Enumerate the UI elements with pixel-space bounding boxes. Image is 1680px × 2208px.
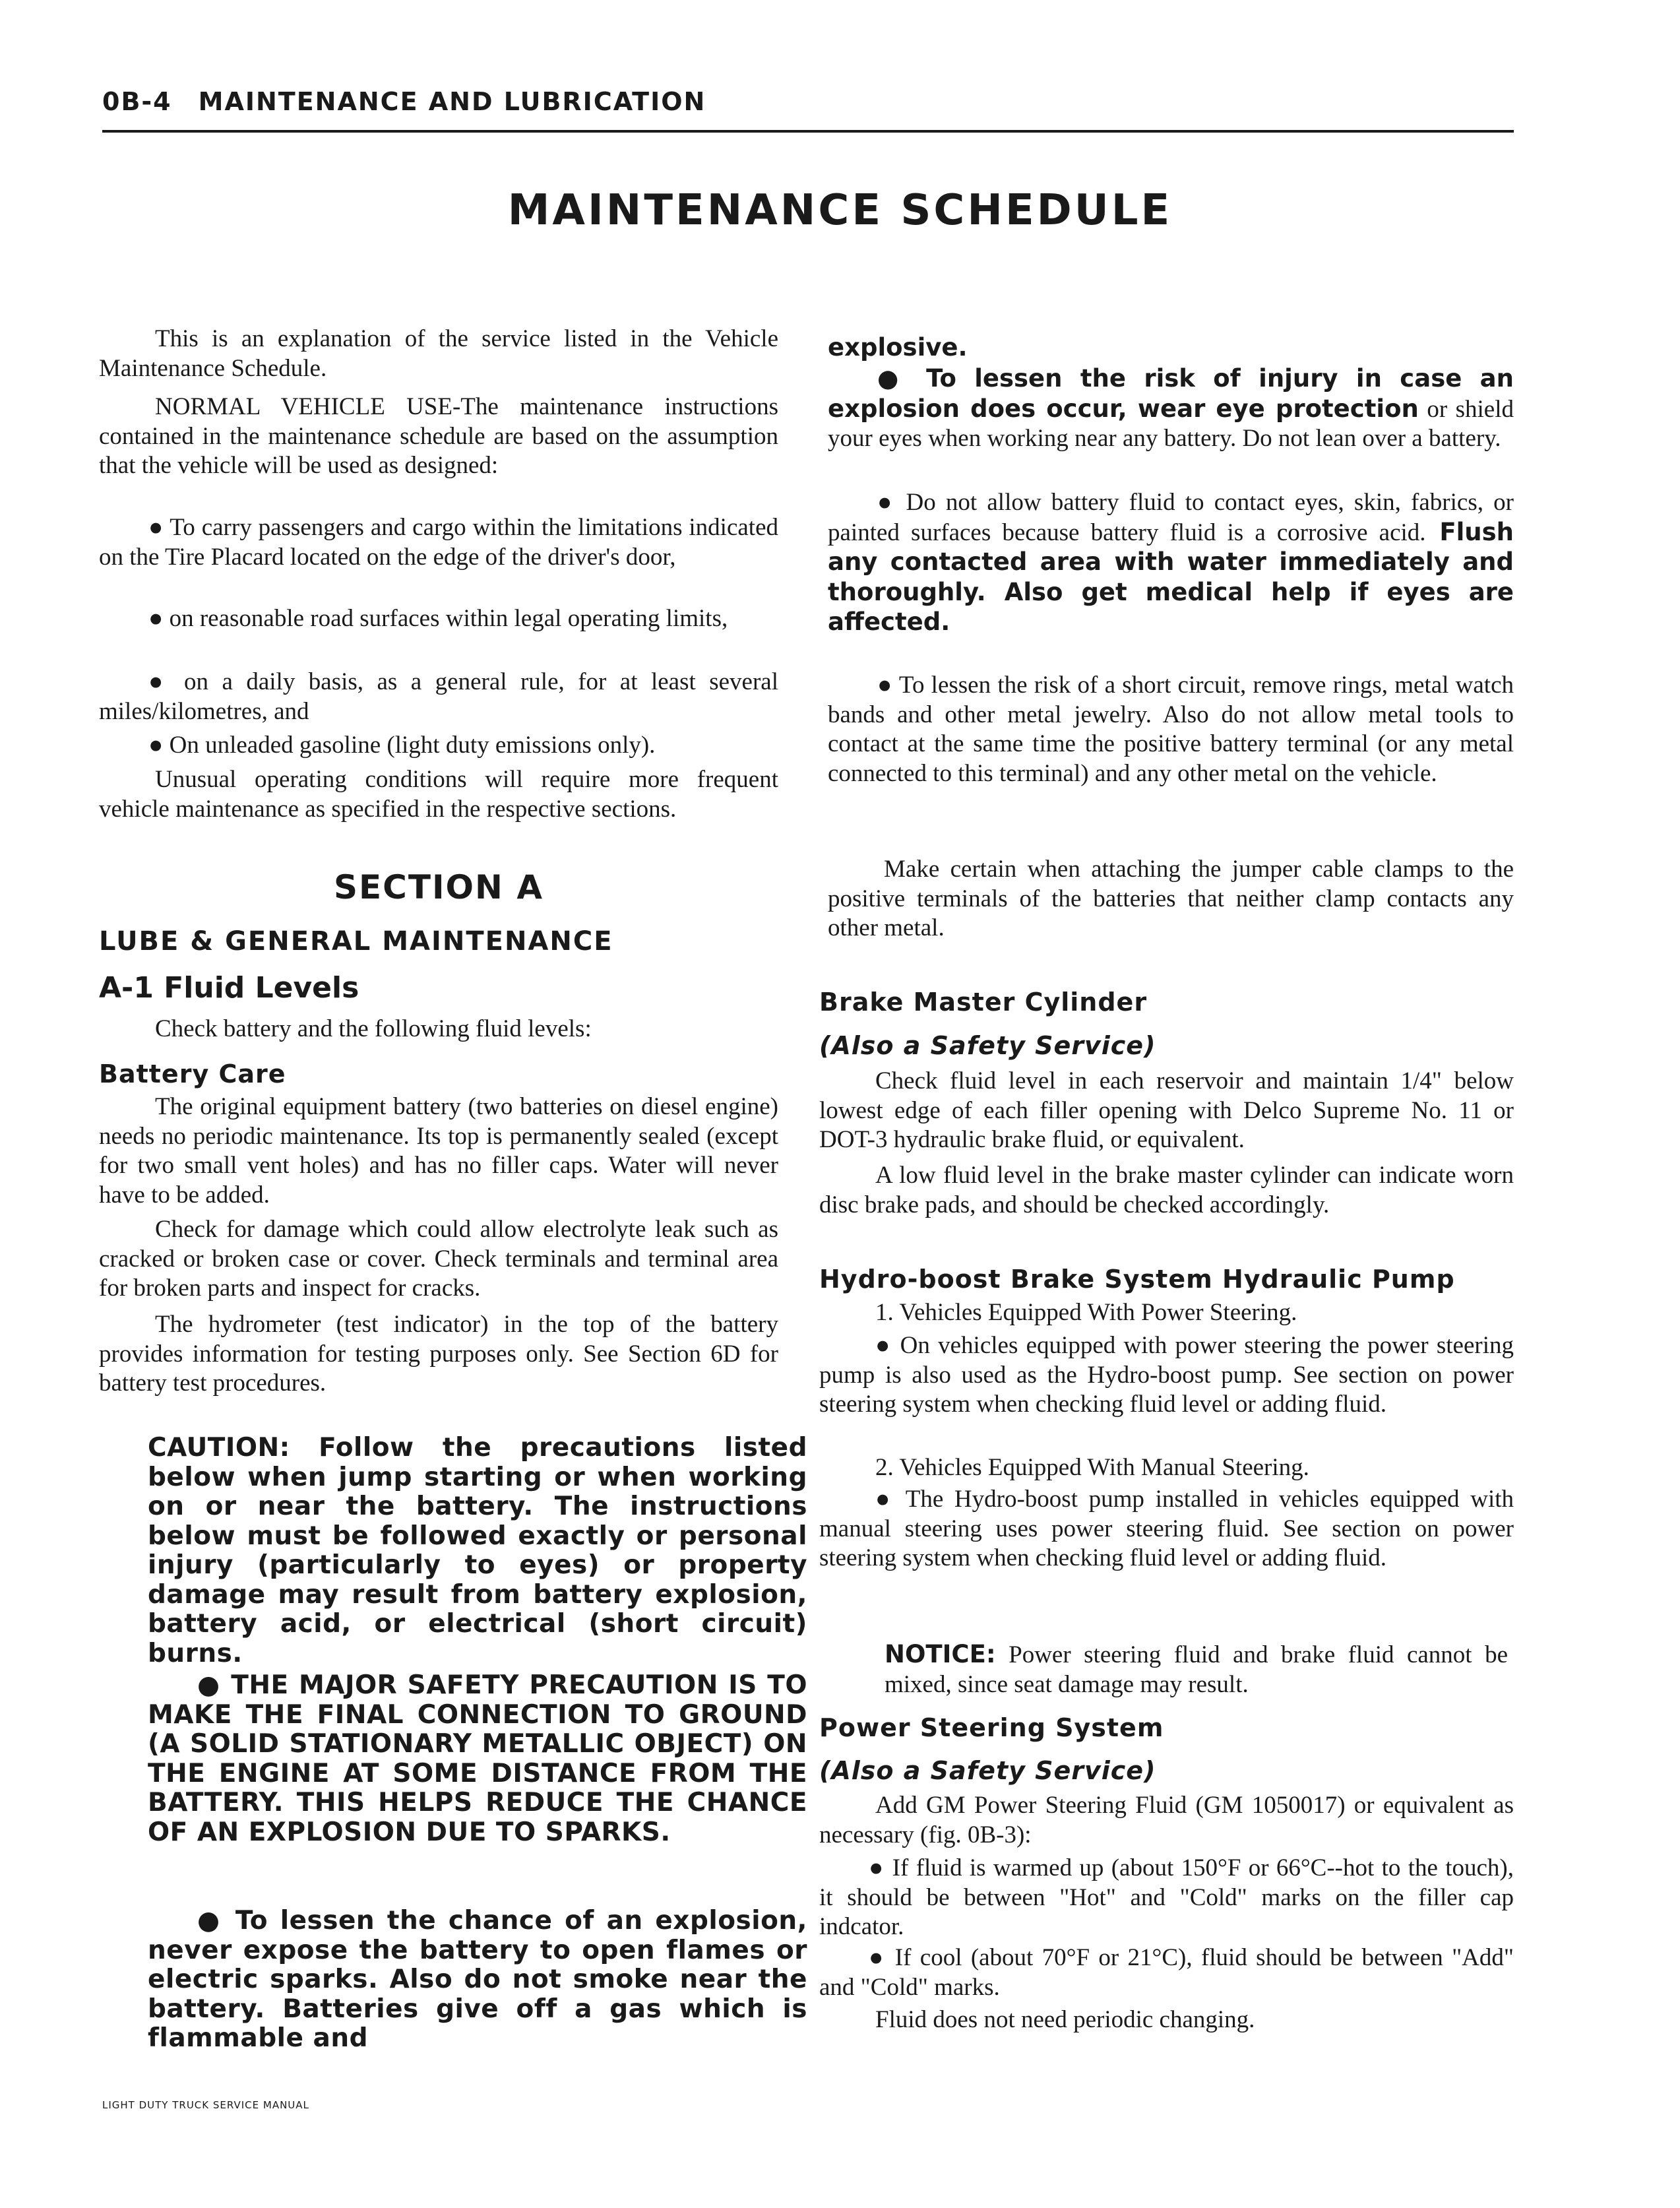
header-rule: [102, 130, 1514, 133]
usage-bullet-4: ● On unleaded gasoline (light duty emissions only).: [148, 732, 656, 759]
eye-protection-bold: ● To lessen the risk of injury in case an explosion does occur, wear eye protection: [828, 364, 1514, 423]
jumper-cable-paragraph: Make certain when attaching the jumper cable clamps to the positive terminals of the batteries that neither clamp contacts any other metal.: [828, 856, 1514, 941]
short-circuit-bullet: ● To lessen the risk of a short circuit, remove rings, metal watch bands and other metal jewelry. Also do not allow metal tools to contact at the same time the positive battery terminal (or any metal connected to this terminal) and any other metal on the vehicle.: [828, 672, 1514, 787]
hydro-boost-item-1-text: ● On vehicles equipped with power steering the power steering pump is also used as the Hydro-boost pump. See section on power steering system when checking fluid level or adding fluid.: [819, 1332, 1514, 1418]
intro-paragraph: This is an explanation of the service listed in the Vehicle Maintenance Schedule.: [99, 325, 778, 382]
hydro-boost-heading: Hydro-boost Brake System Hydraulic Pump: [819, 1265, 1455, 1294]
notice-label: NOTICE:: [885, 1640, 996, 1668]
usage-bullet-1: ● To carry passengers and cargo within the limitations indicated on the Tire Placard located on the edge of the driver's door,: [99, 514, 778, 571]
header-section-title: MAINTENANCE AND LUBRICATION: [198, 87, 706, 116]
page-footer: LIGHT DUTY TRUCK SERVICE MANUAL: [102, 2099, 309, 2111]
battery-care-paragraph-1: The original equipment battery (two batteries on diesel engine) needs no periodic maintenance. Its top is permanently sealed (except for two small vent holes) and has no filler caps. Water will never have to be added.: [99, 1093, 778, 1209]
usage-bullet-2: ● on reasonable road surfaces within legal operating limits,: [148, 605, 728, 632]
power-steering-safety-service: (Also a Safety Service): [819, 1756, 1156, 1785]
eye-protection-text: or shield your eyes when working near any battery. Do not lean over a battery.: [828, 395, 1514, 452]
power-steering-hot-bullet: ● If fluid is warmed up (about 150°F or 66°C--hot to the touch), it should be between "Hot" and "Cold" marks on the filler cap indcator.: [819, 1854, 1514, 1940]
power-steering-heading: Power Steering System: [819, 1713, 1164, 1742]
page-number: 0B-4: [102, 87, 172, 116]
caution-open-flames: ● To lessen the chance of an explosion, never expose the battery to open flames or electric sparks. Also do not smoke near the battery. Batteries give off a gas which is flammable and: [148, 1906, 807, 2053]
power-steering-paragraph-1: Add GM Power Steering Fluid (GM 1050017) or equivalent as necessary (fig. 0B-3):: [819, 1792, 1514, 1848]
section-a-heading: SECTION A: [333, 868, 544, 906]
usage-bullet-3: ● on a daily basis, as a general rule, for at least several miles/kilometres, and: [99, 668, 778, 725]
notice-text: Power steering fluid and brake fluid cannot be mixed, since seat damage may result.: [885, 1641, 1508, 1698]
hydro-boost-item-2: 2. Vehicles Equipped With Manual Steering.: [875, 1454, 1309, 1481]
battery-fluid-bullet: [828, 488, 1514, 638]
unusual-conditions-paragraph: Unusual operating conditions will require more frequent vehicle maintenance as specified in the respective sections.: [99, 766, 778, 823]
running-header: [102, 87, 706, 116]
caution-paragraph: CAUTION: Follow the precautions listed below when jump starting or when working on or near the battery. The instructions below must be followed exactly or personal injury (particularly to eyes) or property damage may result from battery explosion, battery acid, or electrical (short circuit) burns.: [148, 1433, 807, 1668]
brake-master-cylinder-heading: Brake Master Cylinder: [819, 988, 1148, 1017]
hydro-boost-item-2-text: ● The Hydro-boost pump installed in vehicles equipped with manual steering uses power steering fluid. See section on power steering system when checking fluid level or adding fluid.: [819, 1486, 1514, 1571]
fluid-levels-heading: A-1 Fluid Levels: [99, 971, 359, 1005]
eye-protection-bullet: [828, 364, 1514, 454]
hydro-boost-item-1: 1. Vehicles Equipped With Power Steering.: [875, 1299, 1297, 1326]
power-steering-paragraph-2: Fluid does not need periodic changing.: [875, 2006, 1255, 2033]
power-steering-cool-bullet: ● If cool (about 70°F or 21°C), fluid should be between "Add" and "Cold" marks.: [819, 1944, 1514, 2001]
fluid-levels-intro: Check battery and the following fluid levels:: [155, 1015, 592, 1042]
page-title: MAINTENANCE SCHEDULE: [507, 186, 1173, 235]
brake-safety-service: (Also a Safety Service): [819, 1031, 1156, 1060]
battery-care-heading: Battery Care: [99, 1059, 286, 1088]
battery-fluid-text: ● Do not allow battery fluid to contact eyes, skin, fabrics, or painted surfaces because battery fluid is a corrosive acid.: [828, 489, 1514, 546]
caution-continued-explosive: explosive.: [828, 333, 968, 362]
battery-fluid-bold: Flush any contacted area with water immediately and thoroughly. Also get medical help if eyes are affected.: [828, 517, 1514, 636]
brake-fluid-paragraph-2: A low fluid level in the brake master cylinder can indicate worn disc brake pads, and should be checked accordingly.: [819, 1162, 1514, 1218]
normal-use-paragraph: NORMAL VEHICLE USE-The maintenance instructions contained in the maintenance schedule are based on the assumption that the vehicle will be used as designed:: [99, 393, 778, 479]
battery-care-paragraph-3: The hydrometer (test indicator) in the top of the battery provides information for testing purposes only. See Section 6D for battery test procedures.: [99, 1311, 778, 1397]
battery-care-paragraph-2: Check for damage which could allow electrolyte leak such as cracked or broken case or cover. Check terminals and terminal area for broken parts and inspect for cracks.: [99, 1216, 778, 1302]
brake-fluid-paragraph-1: Check fluid level in each reservoir and maintain 1/4" below lowest edge of each filler opening with Delco Supreme No. 11 or DOT-3 hydraulic brake fluid, or equivalent.: [819, 1067, 1514, 1153]
caution-major-precaution: ● THE MAJOR SAFETY PRECAUTION IS TO MAKE THE FINAL CONNECTION TO GROUND (A SOLID STATIONARY METALLIC OBJECT) ON THE ENGINE AT SOME DISTANCE FROM THE BATTERY. THIS HELPS REDUCE THE CHANCE OF AN EXPLOSION DUE TO SPARKS.: [148, 1670, 807, 1847]
lube-general-heading: LUBE & GENERAL MAINTENANCE: [99, 926, 613, 957]
notice-paragraph: [885, 1640, 1508, 1699]
